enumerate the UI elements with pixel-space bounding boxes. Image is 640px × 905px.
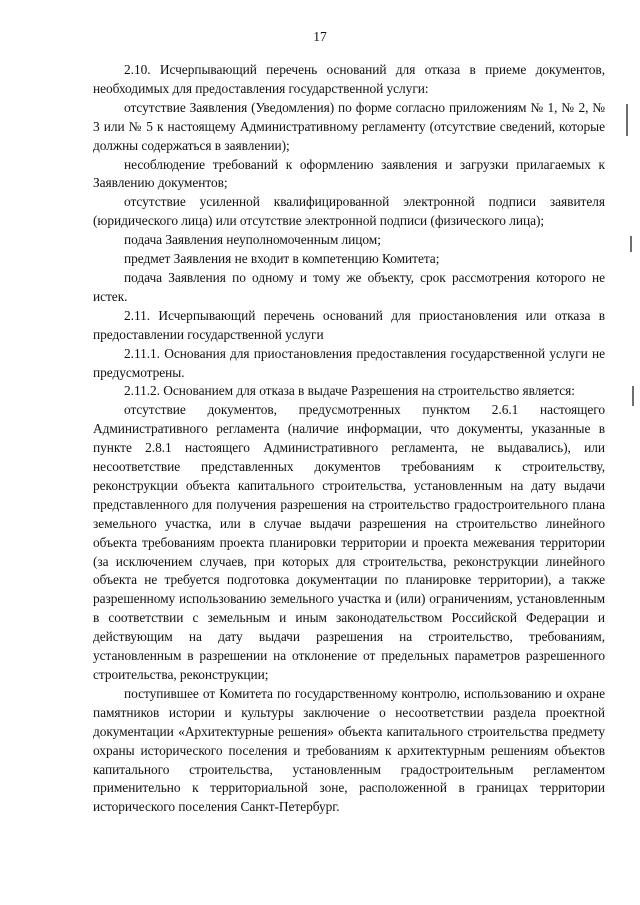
paragraph-no-application: отсутствие Заявления (Уведомления) по форме согласно приложениям № 1, № 2, № 3 или № 5 к настоящему Административному регламенту (отсутствие сведений, которые должны содержаться в заявлении); <box>93 99 605 153</box>
document-body <box>93 61 605 817</box>
scan-edge-mark <box>632 386 634 406</box>
page-number: 17 <box>313 29 327 44</box>
paragraph-unauthorized-person: подача Заявления неуполномоченным лицом; <box>124 232 381 248</box>
paragraph-electronic-signature: отсутствие усиленной квалифицированной электронной подписи заявителя (юридического лица) или отсутствие электронной подписи (физического лица); <box>93 194 605 229</box>
paragraph-duplicate-object: подача Заявления по одному и тому же объекту, срок рассмотрения которого не истек. <box>93 269 605 304</box>
scan-edge-mark <box>626 104 628 136</box>
paragraph-2-11-1: 2.11.1. Основания для приостановления предоставления государственной услуги не предусмотрены. <box>93 345 605 380</box>
paragraph-not-in-competence: предмет Заявления не входит в компетенцию Комитета; <box>124 251 440 267</box>
paragraph-missing-documents: отсутствие документов, предусмотренных пунктом 2.6.1 настоящего Административного регламента (наличие информации, что документы, указанные в пункте 2.8.1 настоящего Административного регламента, не выдавались), или несоответствие представленных документов требованиям к строительству, реконструкции объекта капитального строительства, установленным на дату выдачи представленного для получения разрешения на строительство градостроительного плана земельного участка, или в случае выдачи разрешения на строительство линейного объекта требованиям проекта планировки территории и проекта межевания территории (за исключением случаев, при которых для строительства, реконструкции линейного объекта не требуется подготовка документации по планировке территории), а также разрешенному использованию земельного участка и (или) ограничениям, установленным в соответствии с земельным и иным законодательством Российской Федерации и действующим на дату выдачи разрешения на строительство, требованиям, установленным в разрешении на отклонение от предельных параметров разрешенного строительства, реконструкции; <box>93 402 605 682</box>
paragraph-format-requirements: несоблюдение требований к оформлению заявления и загрузки прилагаемых к Заявлению документов; <box>93 156 605 191</box>
paragraph-2-11-2: 2.11.2. Основанием для отказа в выдаче Разрешения на строительство является: <box>124 383 575 399</box>
scan-edge-mark <box>630 236 632 252</box>
paragraph-2-10: 2.10. Исчерпывающий перечень оснований для отказа в приеме документов, необходимых для предоставления государственной услуги: <box>93 62 605 96</box>
paragraph-heritage-committee: поступившее от Комитета по государственному контролю, использованию и охране памятников истории и культуры заключение о несоответствии раздела проектной документации «Архитектурные решения» объекта капитального строительства предмету охраны исторического поселения и требованиям к архитектурным решениям объектов капитального строительства, установленным градостроительным регламентом применительно к территориальной зоне, расположенной в границах территории исторического поселения Санкт-Петербург. <box>93 685 605 815</box>
paragraph-2-11: 2.11. Исчерпывающий перечень оснований для приостановления или отказа в предоставлении государственной услуги <box>93 307 605 342</box>
